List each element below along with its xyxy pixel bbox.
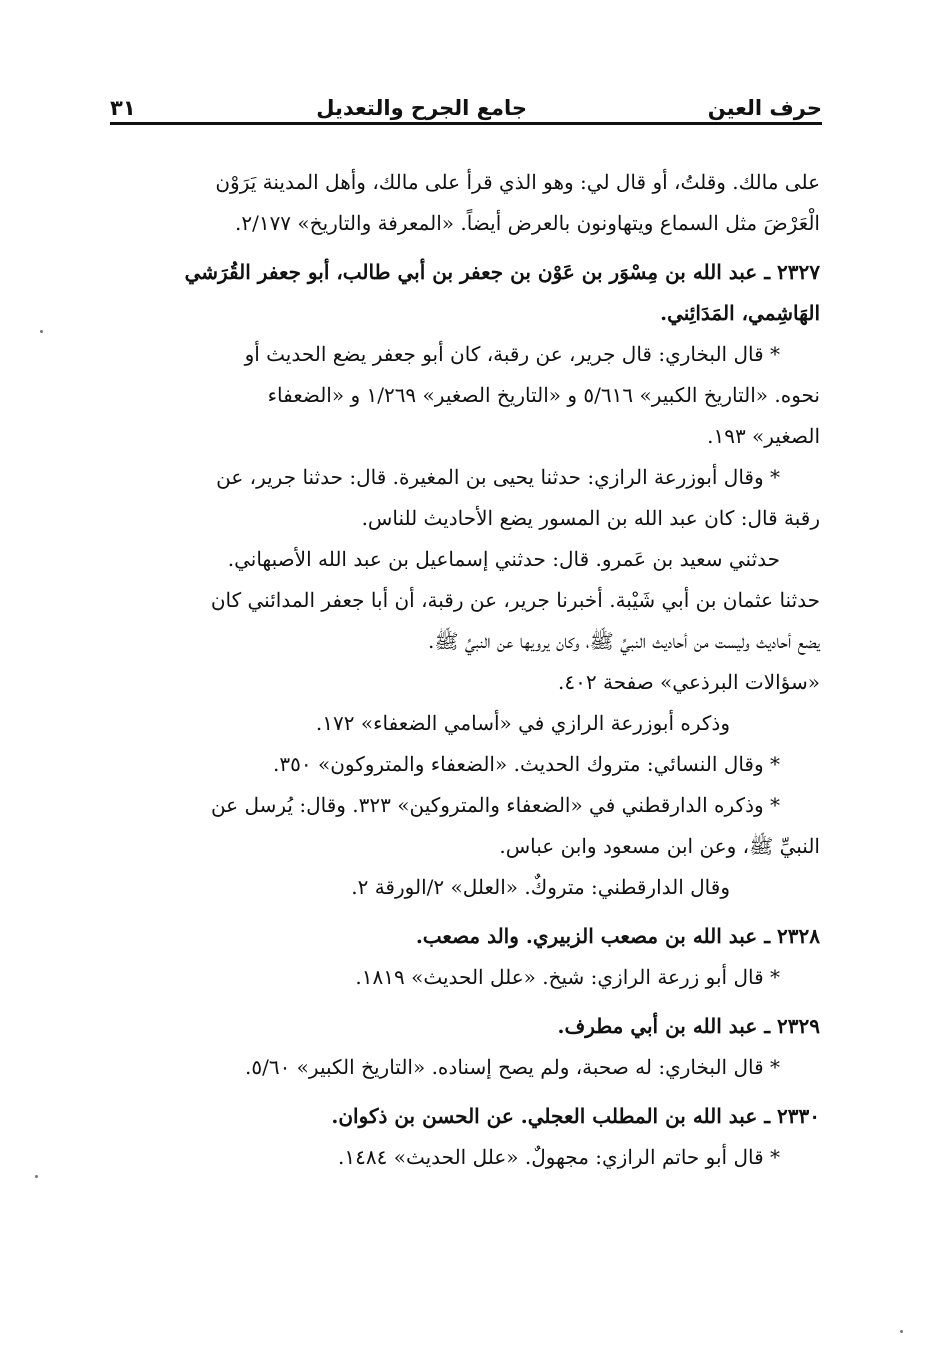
entry-heading-2329: ٢٣٢٩ ـ عبد الله بن أبي مطرف. (557, 1014, 820, 1038)
text-line: يضع أحاديث وليست من أحاديث النبيِّ ﷺ، وكان يرويها عن النبيِّ ﷺ. (427, 629, 820, 653)
text-line: نحوه. «التاريخ الكبير» ٥/٦١٦ و «التاريخ الصغير» ١/٢٦٩ و «الضعفاء (267, 383, 820, 407)
page-number: ٣١ (110, 96, 136, 120)
entry-heading-2327-cont: الهَاشِمي، المَدَائِني. (660, 301, 820, 325)
text-line: على مالك. وقلتُ، أو قال لي: وهو الذي قرأ على مالك، وأهل المدينة يَرَوْن (215, 170, 820, 194)
text-line: الصغير» ١٩٣. (707, 424, 820, 448)
book-title: جامع الجرح والتعديل (316, 96, 528, 120)
text-line: حدثني سعيد بن عَمرو. قال: حدثني إسماعيل بن عبد الله الأصبهاني. (227, 547, 780, 571)
page-body (108, 162, 820, 1178)
text-line: * وقال أبوزرعة الرازي: حدثنا يحيى بن المغيرة. قال: حدثنا جرير، عن (216, 465, 780, 489)
text-line: وقال الدارقطني: متروكٌ. «العلل» ٢/الورقة ٢. (351, 875, 730, 899)
text-line: * وقال النسائي: متروك الحديث. «الضعفاء والمتروكون» ٣٥٠. (273, 752, 780, 776)
entry-heading-2327: ٢٣٢٧ ـ عبد الله بن مِسْوَر بن عَوْن بن جعفر بن أبي طالب، أبو جعفر القُرَشي (184, 260, 820, 284)
text-line: حدثنا عثمان بن أبي شَيْبة. أخبرنا جرير، عن رقبة، أن أبا جعفر المدائني كان (210, 588, 820, 612)
text-line: «سؤالات البرذعي» صفحة ٤٠٢. (558, 670, 820, 694)
running-header (110, 86, 822, 120)
text-line: وذكره أبوزرعة الرازي في «أسامي الضعفاء» ١٧٢. (315, 711, 730, 735)
text-line: رقبة قال: كان عبد الله بن المسور يضع الأحاديث للناس. (361, 506, 820, 530)
text-line: * قال البخاري: قال جرير، عن رقبة، كان أبو جعفر يضع الحديث أو (244, 342, 780, 366)
scan-speck (35, 1175, 38, 1178)
text-line: الْعَرْضَ مثل السماع ويتهاونون بالعرض أيضاً. «المعرفة والتاريخ» ٢/١٧٧. (234, 211, 820, 235)
entry-heading-2330: ٢٣٣٠ ـ عبد الله بن المطلب العجلي. عن الحسن بن ذكوان. (331, 1104, 820, 1128)
text-line: * قال أبو زرعة الرازي: شيخ. «علل الحديث» ١٨١٩. (355, 965, 780, 989)
scan-speck (40, 330, 43, 333)
entry-heading-2328: ٢٣٢٨ ـ عبد الله بن مصعب الزبيري. والد مصعب. (415, 924, 820, 948)
text-line: * وذكره الدارقطني في «الضعفاء والمتروكين» ٣٢٣. وقال: يُرسل عن (210, 793, 780, 817)
text-line: * قال البخاري: له صحبة، ولم يصح إسناده. «التاريخ الكبير» ٥/٦٠. (244, 1055, 780, 1079)
header-rule (110, 122, 822, 125)
text-line: النبيِّ ﷺ، وعن ابن مسعود وابن عباس. (499, 834, 820, 858)
text-line: * قال أبو حاتم الرازي: مجهولٌ. «علل الحديث» ١٤٨٤. (338, 1145, 780, 1169)
scan-speck (900, 1330, 903, 1333)
section-title: حرف العين (707, 96, 822, 120)
